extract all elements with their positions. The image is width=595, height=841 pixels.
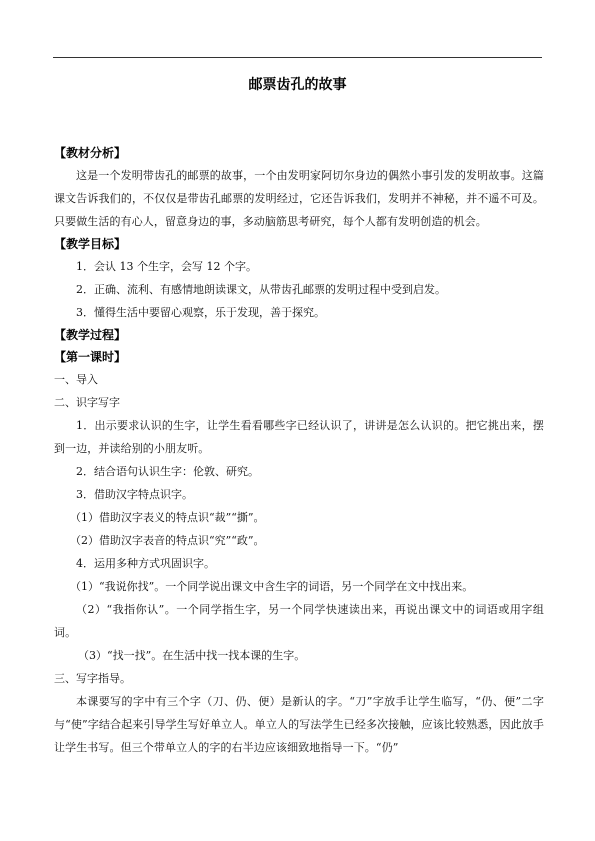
part-writing: 三、写字指导。	[54, 672, 131, 685]
document-title: 邮票齿孔的故事	[248, 77, 347, 93]
analysis-paragraph: 这是一个发明带齿孔的邮票的故事，一个由发明家阿切尔身边的偶然小事引发的发明故事。这篇课文告诉我们的，不仅仅是带齿孔邮票的发明经过，它还告诉我们，发明并不神秘，并不遥不可及。只要做生活的有心人，留意身边的事，多动脑筋思考研究，每个人都有发明创造的机会。	[54, 169, 544, 228]
section-heading-analysis: 【教材分析】	[54, 146, 127, 160]
part-intro: 一、导入	[54, 373, 98, 386]
section-heading-lesson1: 【第一课时】	[54, 350, 127, 364]
literacy-step-1: 1．出示要求认识的生字，让学生看看哪些字已经认识了，讲讲是怎么认识的。把它挑出来，摆到一边，并读给别的小朋友听。	[54, 419, 544, 455]
header-rule	[53, 57, 542, 58]
goal-item-1: 1．会认 13 个生字，会写 12 个字。	[76, 260, 257, 273]
goal-item-3: 3．懂得生活中要留心观察，乐于发现，善于探究。	[76, 306, 325, 319]
part-literacy: 二、识字写字	[54, 396, 120, 409]
document-body	[54, 142, 544, 759]
literacy-step-3-sub-1: （1）借助汉字表义的特点识“裁”“撕”。	[70, 511, 265, 524]
section-heading-goals: 【教学目标】	[54, 237, 127, 251]
goal-item-2: 2．正确、流利、有感情地朗读课文，从带齿孔邮票的发明过程中受到启发。	[76, 283, 446, 296]
literacy-step-3-sub-2: （2）借助汉字表音的特点识“究”“政”。	[70, 534, 265, 547]
literacy-step-4: 4．运用多种方式巩固识字。	[76, 557, 215, 570]
writing-paragraph: 本课要写的字中有三个字（刀、仍、便）是新认的字。“刀”字放手让学生临写，“仍、便”二字与“使”字结合起来引导学生写好单立人。单立人的写法学生已经多次接触，应该比较熟悉，因此放手让学生书写。但三个带单立人的字的右半边应该细致地指导一下。“仍”	[54, 695, 544, 754]
literacy-step-4-sub-1: （1）“我说你找”。一个同学说出课文中含生字的词语，另一个同学在文中找出来。	[70, 580, 474, 593]
literacy-step-4-sub-2: （2）“我指你认”。一个同学指生字，另一个同学快速读出来，再说出课文中的词语或用字组词。	[54, 603, 544, 639]
literacy-step-3: 3．借助汉字特点识字。	[76, 488, 193, 501]
literacy-step-4-sub-3: （3）“找一找”。在生活中找一找本课的生字。	[78, 649, 306, 662]
literacy-step-2: 2．结合语句认识生字：伦敦、研究。	[76, 465, 259, 478]
section-heading-process: 【教学过程】	[54, 328, 127, 342]
